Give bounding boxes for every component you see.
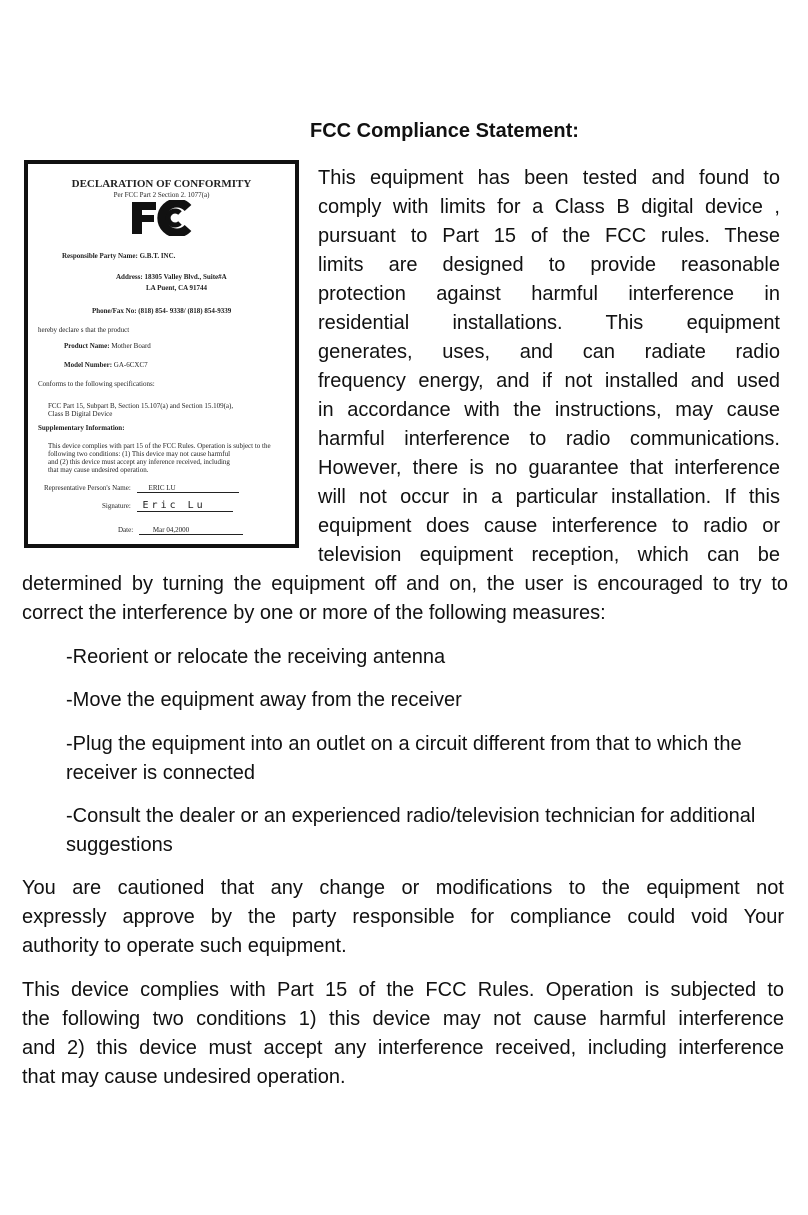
caution-line: You are cautioned that any change or modifications to the equipment not <box>22 877 784 899</box>
caution-line: authority to operate such equipment. <box>22 935 347 957</box>
measure-item: -Reorient or relocate the receiving antenna <box>66 646 446 668</box>
signature-row <box>102 500 287 512</box>
conforms-text: Conforms to the following specifications: <box>38 380 155 388</box>
date-row <box>118 526 287 535</box>
intro-line: will not occur in a particular installation. If this <box>318 486 780 508</box>
caution-paragraph <box>22 874 784 961</box>
intro-line: pursuant to Part 15 of the FCC rules. These <box>318 225 780 247</box>
intro-line: residential installations. This equipment <box>318 312 780 334</box>
fcc-logo-icon <box>130 200 192 236</box>
intro-cont-line: correct the interference by one or more of the following measures: <box>22 602 606 624</box>
device-line: This device complies with Part 15 of the FCC Rules. Operation is subjected to <box>22 979 784 1001</box>
intro-line: limits are designed to provide reasonable <box>318 254 780 276</box>
address-line2: LA Puent, CA 91744 <box>146 284 208 292</box>
supp-line3: and (2) this device must accept any inference received, including <box>48 458 230 466</box>
device-line: and 2) this device must accept any interference received, including interference <box>22 1037 784 1059</box>
representative-value: ERIC LU <box>137 484 239 493</box>
signature-value: Eric Lu <box>137 500 233 512</box>
product-name-row <box>64 342 287 350</box>
intro-line: harmful interference to radio communications. <box>318 428 780 450</box>
representative-row <box>44 484 287 493</box>
device-line: the following two conditions 1) this device may not cause harmful interference <box>22 1008 784 1030</box>
date-label: Date: <box>118 526 134 534</box>
measure-item: -Plug the equipment into an outlet on a circuit different from that to which the receiver is connected <box>66 733 742 784</box>
representative-label: Representative Person's Name: <box>44 484 131 492</box>
supp-line4: that may cause undesired operation. <box>48 466 149 474</box>
spec-line1: FCC Part 15, Subpart B, Section 15.107(a) and Section 15.109(a), <box>48 402 234 410</box>
caution-line: expressly approve by the party responsible for compliance could void Your <box>22 906 784 928</box>
model-number-label: Model Number: <box>64 361 113 369</box>
page-heading: FCC Compliance Statement: <box>310 120 579 142</box>
declaration-subtitle: Per FCC Part 2 Section 2. 1077(a) <box>113 191 210 199</box>
device-line: that may cause undesired operation. <box>22 1066 346 1088</box>
intro-line: comply with limits for a Class B digital device , <box>318 196 780 218</box>
intro-line: However, there is no guarantee that interference <box>318 457 780 479</box>
intro-paragraph <box>318 164 780 570</box>
intro-line: equipment does cause interference to radio or <box>318 515 780 537</box>
model-number-value: GA-6CXC7 <box>113 361 148 369</box>
product-name-label: Product Name: <box>64 342 110 350</box>
product-name-value: Mother Board <box>111 342 151 350</box>
supp-line1: This device complies with part 15 of the FCC Rules. Operation is subject to the <box>48 442 271 450</box>
address-line1: Address: 18305 Valley Blvd., Suite#A <box>116 273 227 281</box>
declaration-title: DECLARATION OF CONFORMITY <box>71 178 252 190</box>
responsible-party: Responsible Party Name: G.B.T. INC. <box>62 252 176 260</box>
supp-line2: following two conditions: (1) This device may not cause harmful <box>48 450 231 458</box>
phone-fax: Phone/Fax No: (818) 854- 9338/ (818) 854-9339 <box>92 307 232 315</box>
declaration-of-conformity-box <box>24 160 299 548</box>
device-compliance-paragraph <box>22 976 784 1092</box>
intro-line: television equipment reception, which can be <box>318 544 780 566</box>
intro-line: protection against harmful interference in <box>318 283 780 305</box>
measure-item: -Move the equipment away from the receiver <box>66 689 462 711</box>
intro-line: in accordance with the instructions, may cause <box>318 399 780 421</box>
measure-item: -Consult the dealer or an experienced radio/television technician for additional suggestions <box>66 805 756 856</box>
intro-continuation <box>22 570 788 628</box>
supplementary-label: Supplementary Information: <box>38 424 125 432</box>
declare-text: hereby declare s that the product <box>38 326 130 334</box>
intro-line: frequency energy, and if not installed and used <box>318 370 780 392</box>
intro-cont-line: determined by turning the equipment off and on, the user is encouraged to try to <box>22 573 788 595</box>
model-number-row <box>64 361 287 369</box>
date-value: Mar 04,2000 <box>139 526 243 535</box>
spec-line2: Class B Digital Device <box>48 410 113 418</box>
signature-label: Signature: <box>102 502 131 510</box>
intro-line: This equipment has been tested and found to <box>318 167 780 189</box>
intro-line: generates, uses, and can radiate radio <box>318 341 780 363</box>
